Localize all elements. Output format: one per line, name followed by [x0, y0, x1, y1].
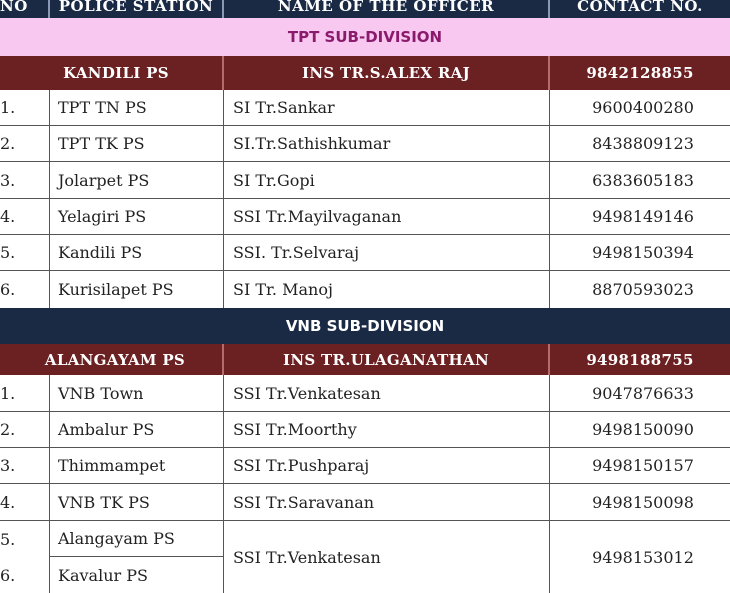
row-number: 5. [0, 235, 50, 270]
officer-name: SSI Tr.Mayilvaganan [224, 199, 550, 234]
contact-number-merged: 9498153012 [550, 521, 730, 593]
vnb-circle-phone: 9498188755 [586, 350, 694, 369]
table-row [0, 448, 730, 484]
table-row [0, 375, 730, 412]
table-row [0, 162, 730, 199]
police-station: Ambalur PS [50, 412, 224, 447]
table-row [0, 484, 730, 521]
police-station: TPT TK PS [50, 126, 224, 161]
officer-name: SI.Tr.Sathishkumar [224, 126, 550, 161]
vnb-circle-officer: INS TR.ULAGANATHAN [224, 344, 550, 375]
officer-name: SI Tr.Gopi [224, 162, 550, 198]
table-row [0, 126, 730, 162]
contact-number: 9498150157 [592, 456, 694, 475]
contact-number: 9047876633 [592, 383, 694, 403]
tpt-circle-row [0, 56, 730, 90]
police-station: Kandili PS [50, 235, 224, 270]
officer-name-merged: SSI Tr.Venkatesan [224, 521, 550, 593]
tpt-circle-phone: 9842128855 [586, 64, 694, 82]
contact-number: 9600400280 [592, 98, 694, 117]
officer-name: SI Tr.Sankar [224, 90, 550, 125]
officer-name: SI Tr. Manoj [224, 271, 550, 308]
header-no: NO [0, 0, 50, 18]
officer-name: SSI Tr.Moorthy [224, 412, 550, 447]
row-number: 2. [0, 412, 50, 447]
police-station: VNB TK PS [50, 484, 224, 520]
officer-name: SSI Tr.Saravanan [224, 484, 550, 520]
contact-number: 9498150090 [592, 420, 694, 439]
row-number: 4. [0, 199, 50, 234]
row-number: 3. [0, 448, 50, 483]
row-number: 5. [0, 521, 50, 557]
row-number: 6. [0, 271, 50, 308]
tpt-subdivision-title: TPT SUB-DIVISION [287, 28, 443, 46]
officer-name: SSI Tr.Pushparaj [224, 448, 550, 483]
table-row [0, 199, 730, 235]
contact-number: 9498150394 [592, 243, 694, 262]
tpt-circle-officer: INS TR.S.ALEX RAJ [224, 56, 550, 90]
table-row [0, 235, 730, 271]
vnb-subdivision-title-row [0, 308, 730, 344]
header-officer-name: NAME OF THE OFFICER [224, 0, 550, 18]
row-number: 4. [0, 484, 50, 520]
police-station: Kurisilapet PS [50, 271, 224, 308]
contact-number: 8438809123 [592, 134, 694, 153]
vnb-subdivision-title: VNB SUB-DIVISION [285, 317, 445, 335]
row-number: 2. [0, 126, 50, 161]
contact-number: 9498150098 [592, 492, 694, 512]
police-station: Kavalur PS [50, 557, 224, 593]
header-police-station: POLICE STATION [50, 0, 224, 18]
table-row [0, 271, 730, 308]
police-station: VNB Town [50, 375, 224, 411]
vnb-circle-row [0, 344, 730, 375]
table-row [0, 90, 730, 126]
row-number: 1. [0, 90, 50, 125]
tpt-subdivision-title-row [0, 18, 730, 56]
police-station: Jolarpet PS [50, 162, 224, 198]
police-station: Alangayam PS [50, 521, 224, 557]
contact-number: 6383605183 [592, 170, 694, 190]
row-number: 6. [0, 557, 50, 593]
table-row [0, 412, 730, 448]
row-number: 1. [0, 375, 50, 411]
table-header [0, 0, 730, 18]
contact-number: 9498149146 [592, 207, 694, 226]
vnb-circle-station: ALANGAYAM PS [0, 344, 224, 375]
officer-name: SSI Tr.Venkatesan [224, 375, 550, 411]
contact-number: 8870593023 [592, 280, 694, 299]
row-number: 3. [0, 162, 50, 198]
officer-name: SSI. Tr.Selvaraj [224, 235, 550, 270]
police-station: Thimmampet [50, 448, 224, 483]
police-station: TPT TN PS [50, 90, 224, 125]
header-contact-no: CONTACT NO. [577, 0, 703, 15]
police-station: Yelagiri PS [50, 199, 224, 234]
tpt-circle-station: KANDILI PS [0, 56, 224, 90]
